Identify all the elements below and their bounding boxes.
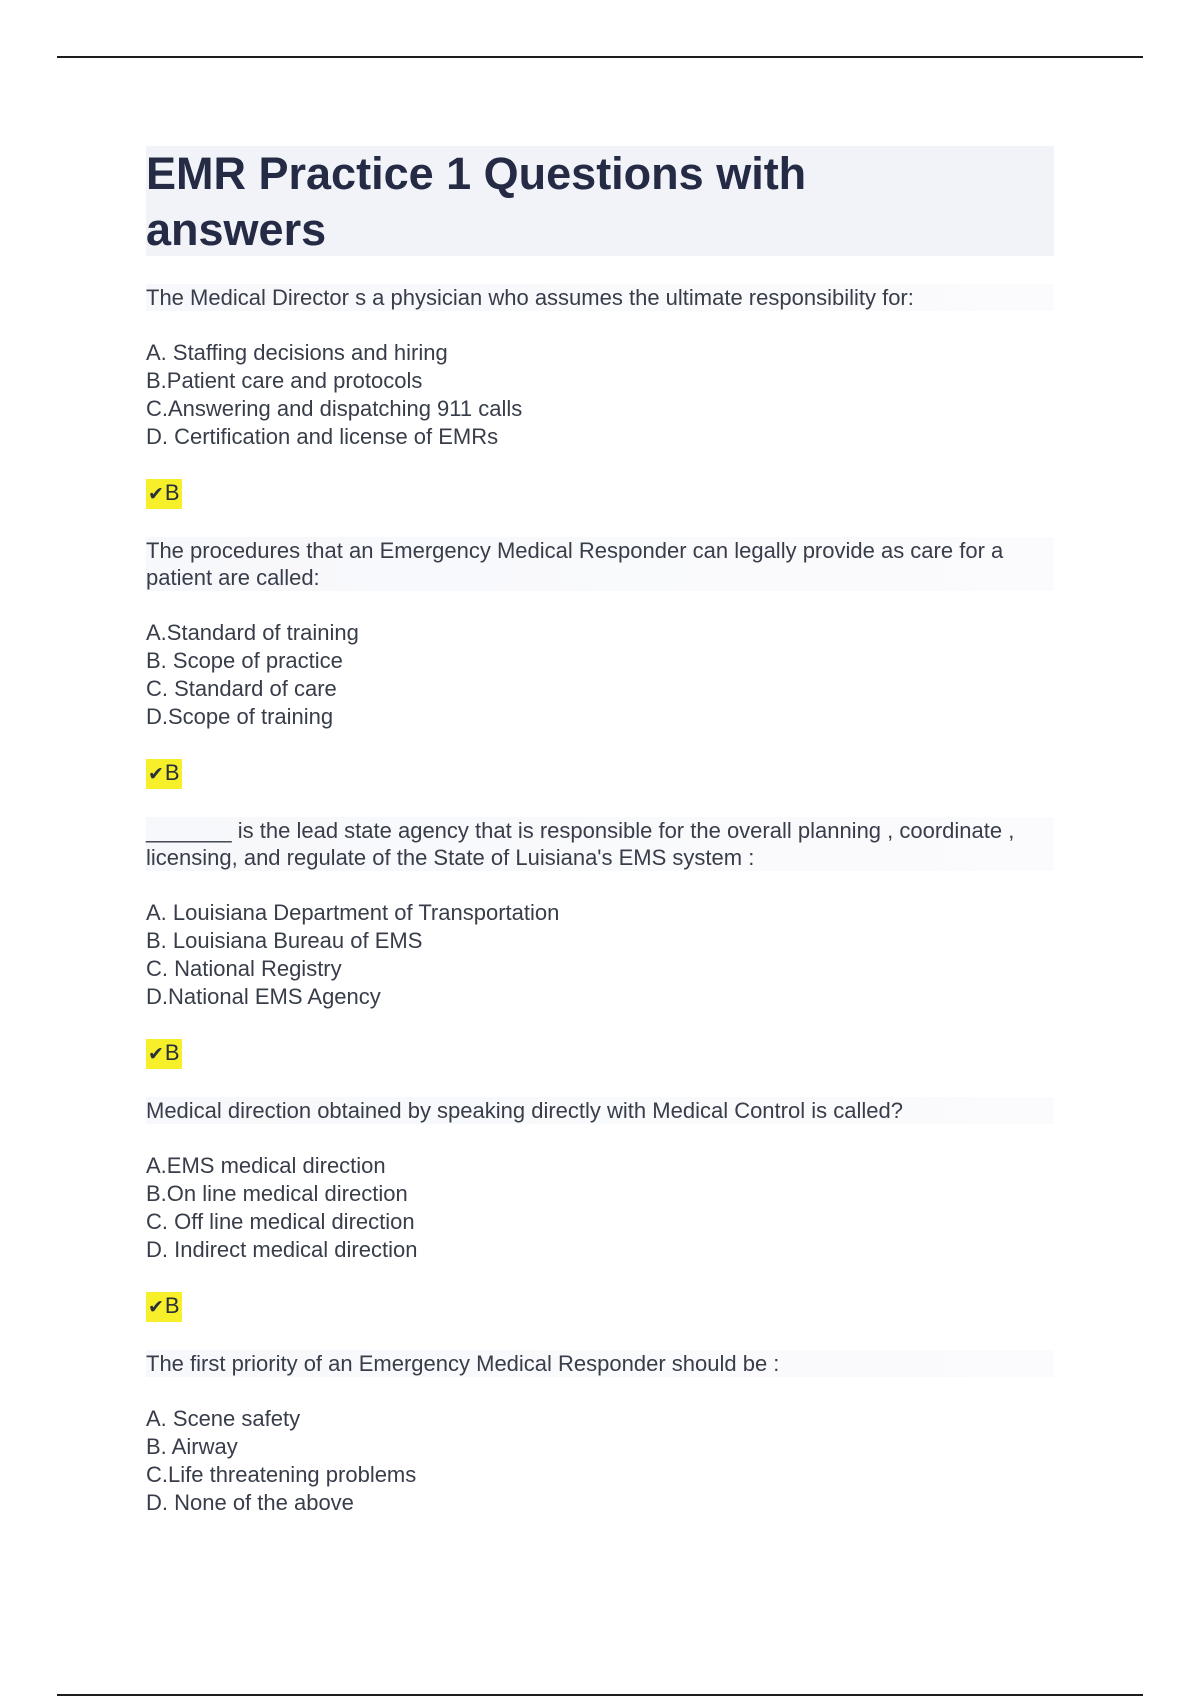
option-item: D. None of the above <box>146 1490 354 1515</box>
answer-badge <box>146 759 182 789</box>
option-item: D.Scope of training <box>146 704 334 729</box>
question-block <box>146 537 1054 789</box>
option-list <box>146 899 1054 1011</box>
option-item: B.On line medical direction <box>146 1181 408 1206</box>
option-item: C.Answering and dispatching 911 calls <box>146 396 523 421</box>
question-block <box>146 1350 1054 1517</box>
answer-letter: B <box>164 760 180 785</box>
question-text: The procedures that an Emergency Medical Responder can legally provide as care for a patient are called: <box>146 537 1054 591</box>
question-text: _______ is the lead state agency that is responsible for the overall planning , coordinate , licensing, and regulate of the State of Luisiana's EMS system : <box>146 817 1054 871</box>
title-block <box>146 146 1054 256</box>
question-block <box>146 817 1054 1069</box>
answer-badge <box>146 479 182 509</box>
answer-badge <box>146 1292 182 1322</box>
option-item: C.Life threatening problems <box>146 1462 417 1487</box>
option-item: B. Airway <box>146 1434 238 1459</box>
option-item: D.National EMS Agency <box>146 984 381 1009</box>
option-item: B.Patient care and protocols <box>146 368 423 393</box>
option-item: A.Standard of training <box>146 620 359 645</box>
question-text: Medical direction obtained by speaking directly with Medical Control is called? <box>146 1097 1054 1124</box>
page-title: EMR Practice 1 Questions with answers <box>146 148 807 255</box>
question-block <box>146 1097 1054 1322</box>
top-rule <box>57 56 1143 58</box>
answer-letter: B <box>164 480 180 505</box>
check-icon: ✔ <box>148 764 164 785</box>
answer-letter: B <box>164 1040 180 1065</box>
check-icon: ✔ <box>148 484 164 505</box>
option-list <box>146 619 1054 731</box>
option-item: C. National Registry <box>146 956 342 981</box>
option-item: A. Staffing decisions and hiring <box>146 340 448 365</box>
answer-letter: B <box>164 1293 180 1318</box>
bottom-rule <box>57 1694 1143 1696</box>
option-list <box>146 1152 1054 1264</box>
question-text: The first priority of an Emergency Medical Responder should be : <box>146 1350 1054 1377</box>
option-list <box>146 1405 1054 1517</box>
option-item: D. Indirect medical direction <box>146 1237 418 1262</box>
option-item: D. Certification and license of EMRs <box>146 424 499 449</box>
option-item: B. Scope of practice <box>146 648 343 673</box>
option-item: B. Louisiana Bureau of EMS <box>146 928 423 953</box>
option-item: A. Louisiana Department of Transportation <box>146 900 560 925</box>
check-icon: ✔ <box>148 1044 164 1065</box>
option-list <box>146 339 1054 451</box>
option-item: A. Scene safety <box>146 1406 301 1431</box>
option-item: A.EMS medical direction <box>146 1153 386 1178</box>
document-body <box>146 146 1054 1517</box>
question-block <box>146 284 1054 509</box>
question-text: The Medical Director s a physician who assumes the ultimate responsibility for: <box>146 284 1054 311</box>
option-item: C. Off line medical direction <box>146 1209 415 1234</box>
check-icon: ✔ <box>148 1297 164 1318</box>
answer-badge <box>146 1039 182 1069</box>
option-item: C. Standard of care <box>146 676 337 701</box>
